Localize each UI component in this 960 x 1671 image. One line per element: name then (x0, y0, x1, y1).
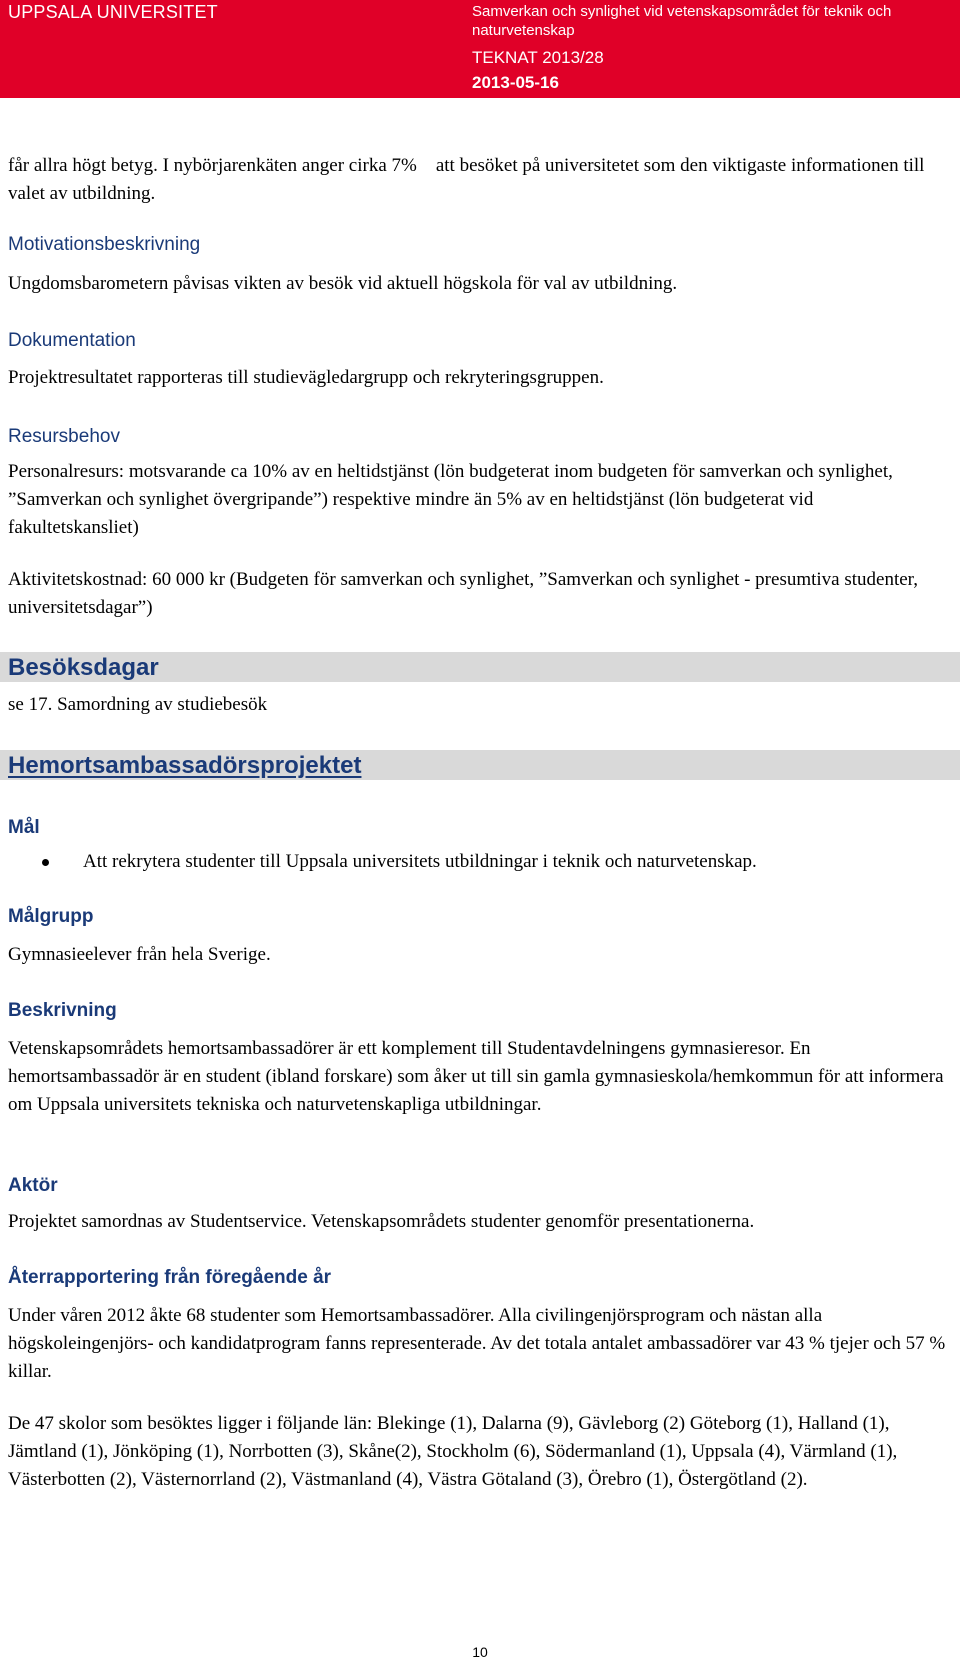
documentation-heading: Dokumentation (8, 330, 136, 351)
bullet-icon (42, 859, 49, 866)
description-heading: Beskrivning (8, 1000, 117, 1021)
header-info (472, 2, 942, 92)
document-title: Samverkan och synlighet vid vetenskapsområdet för teknik och naturvetenskap (472, 3, 892, 39)
actor-text: Projektet samordnas av Studentservice. Vetenskapsområdets studenter genomför presentationerna. (8, 1211, 755, 1232)
report-paragraph-1: Under våren 2012 åkte 68 studenter som Hemortsambassadörer. Alla civilingenjörsprogram och nästan alla högskoleingenjörs- och kandidatprogram fanns representerade. Av det totala antalet ambassadörer var 43 % tjejer och 57 % killar. (8, 1305, 946, 1382)
university-name: UPPSALA UNIVERSITET (8, 2, 218, 22)
report-paragraph-2: De 47 skolor som besöktes ligger i följande län: Blekinge (1), Dalarna (9), Gävleborg (2) Göteborg (1), Halland (1), Jämtland (1), Jönköping (1), Norrbotten (3), Skåne(2), Stockholm (6), Södermanland (1), Uppsala (4), Värmland (1), Västerbotten (2), Västernorrland (2), Västmanland (4), Västra Götaland (3), Örebro (1), Östergötland (2). (8, 1413, 898, 1490)
document-reference: TEKNAT 2013/28 (472, 48, 604, 67)
goal-heading: Mål (8, 817, 40, 838)
documentation-text: Projektresultatet rapporteras till studievägledargrupp och rekryteringsgruppen. (8, 367, 604, 388)
motivation-heading: Motivationsbeskrivning (8, 234, 201, 255)
actor-heading: Aktör (8, 1175, 58, 1196)
ambassador-project-title: Hemortsambassadörsprojektet (8, 752, 362, 779)
intro-paragraph: får allra högt betyg. I nybörjarenkäten anger cirka 7% att besöket på universitetet som den viktigaste informationen till valet av utbildning. (8, 155, 925, 204)
description-text: Vetenskapsområdets hemortsambassadörer är ett komplement till Studentavdelningens gymnasieresor. En hemortsambassadör är en student (ibland forskare) som åker ut till sin gamla gymnasieskola/hemkommun för att informera om Uppsala universitets tekniska och naturvetenskapliga utbildningar. (8, 1038, 944, 1115)
personnel-resource-text: Personalresurs: motsvarande ca 10% av en heltidstjänst (lön budgeterat inom budgeten för samverkan och synlighet, ”Samverkan och synlighet övergripande”) respektive mindre än 5% av en heltidstjänst (lön budgeterat vid fakultetskansliet) (8, 461, 893, 538)
resources-heading: Resursbehov (8, 426, 120, 447)
report-heading: Återrapportering från föregående år (8, 1267, 332, 1288)
page-number: 10 (472, 1644, 488, 1660)
motivation-text: Ungdomsbarometern påvisas vikten av besök vid aktuell högskola för val av utbildning. (8, 273, 678, 294)
activity-cost-text: Aktivitetskostnad: 60 000 kr (Budgeten för samverkan och synlighet, ”Samverkan och synlighet - presumtiva studenter, universitetsdagar”) (8, 569, 918, 618)
visit-days-text: se 17. Samordning av studiebesök (8, 694, 268, 715)
document-date: 2013-05-16 (472, 73, 559, 92)
target-group-text: Gymnasieelever från hela Sverige. (8, 944, 271, 965)
target-group-heading: Målgrupp (8, 906, 94, 927)
page-header (0, 0, 960, 98)
visit-days-title: Besöksdagar (8, 654, 159, 681)
goal-item-text: Att rekrytera studenter till Uppsala universitets utbildningar i teknik och naturvetenskap. (83, 851, 757, 872)
